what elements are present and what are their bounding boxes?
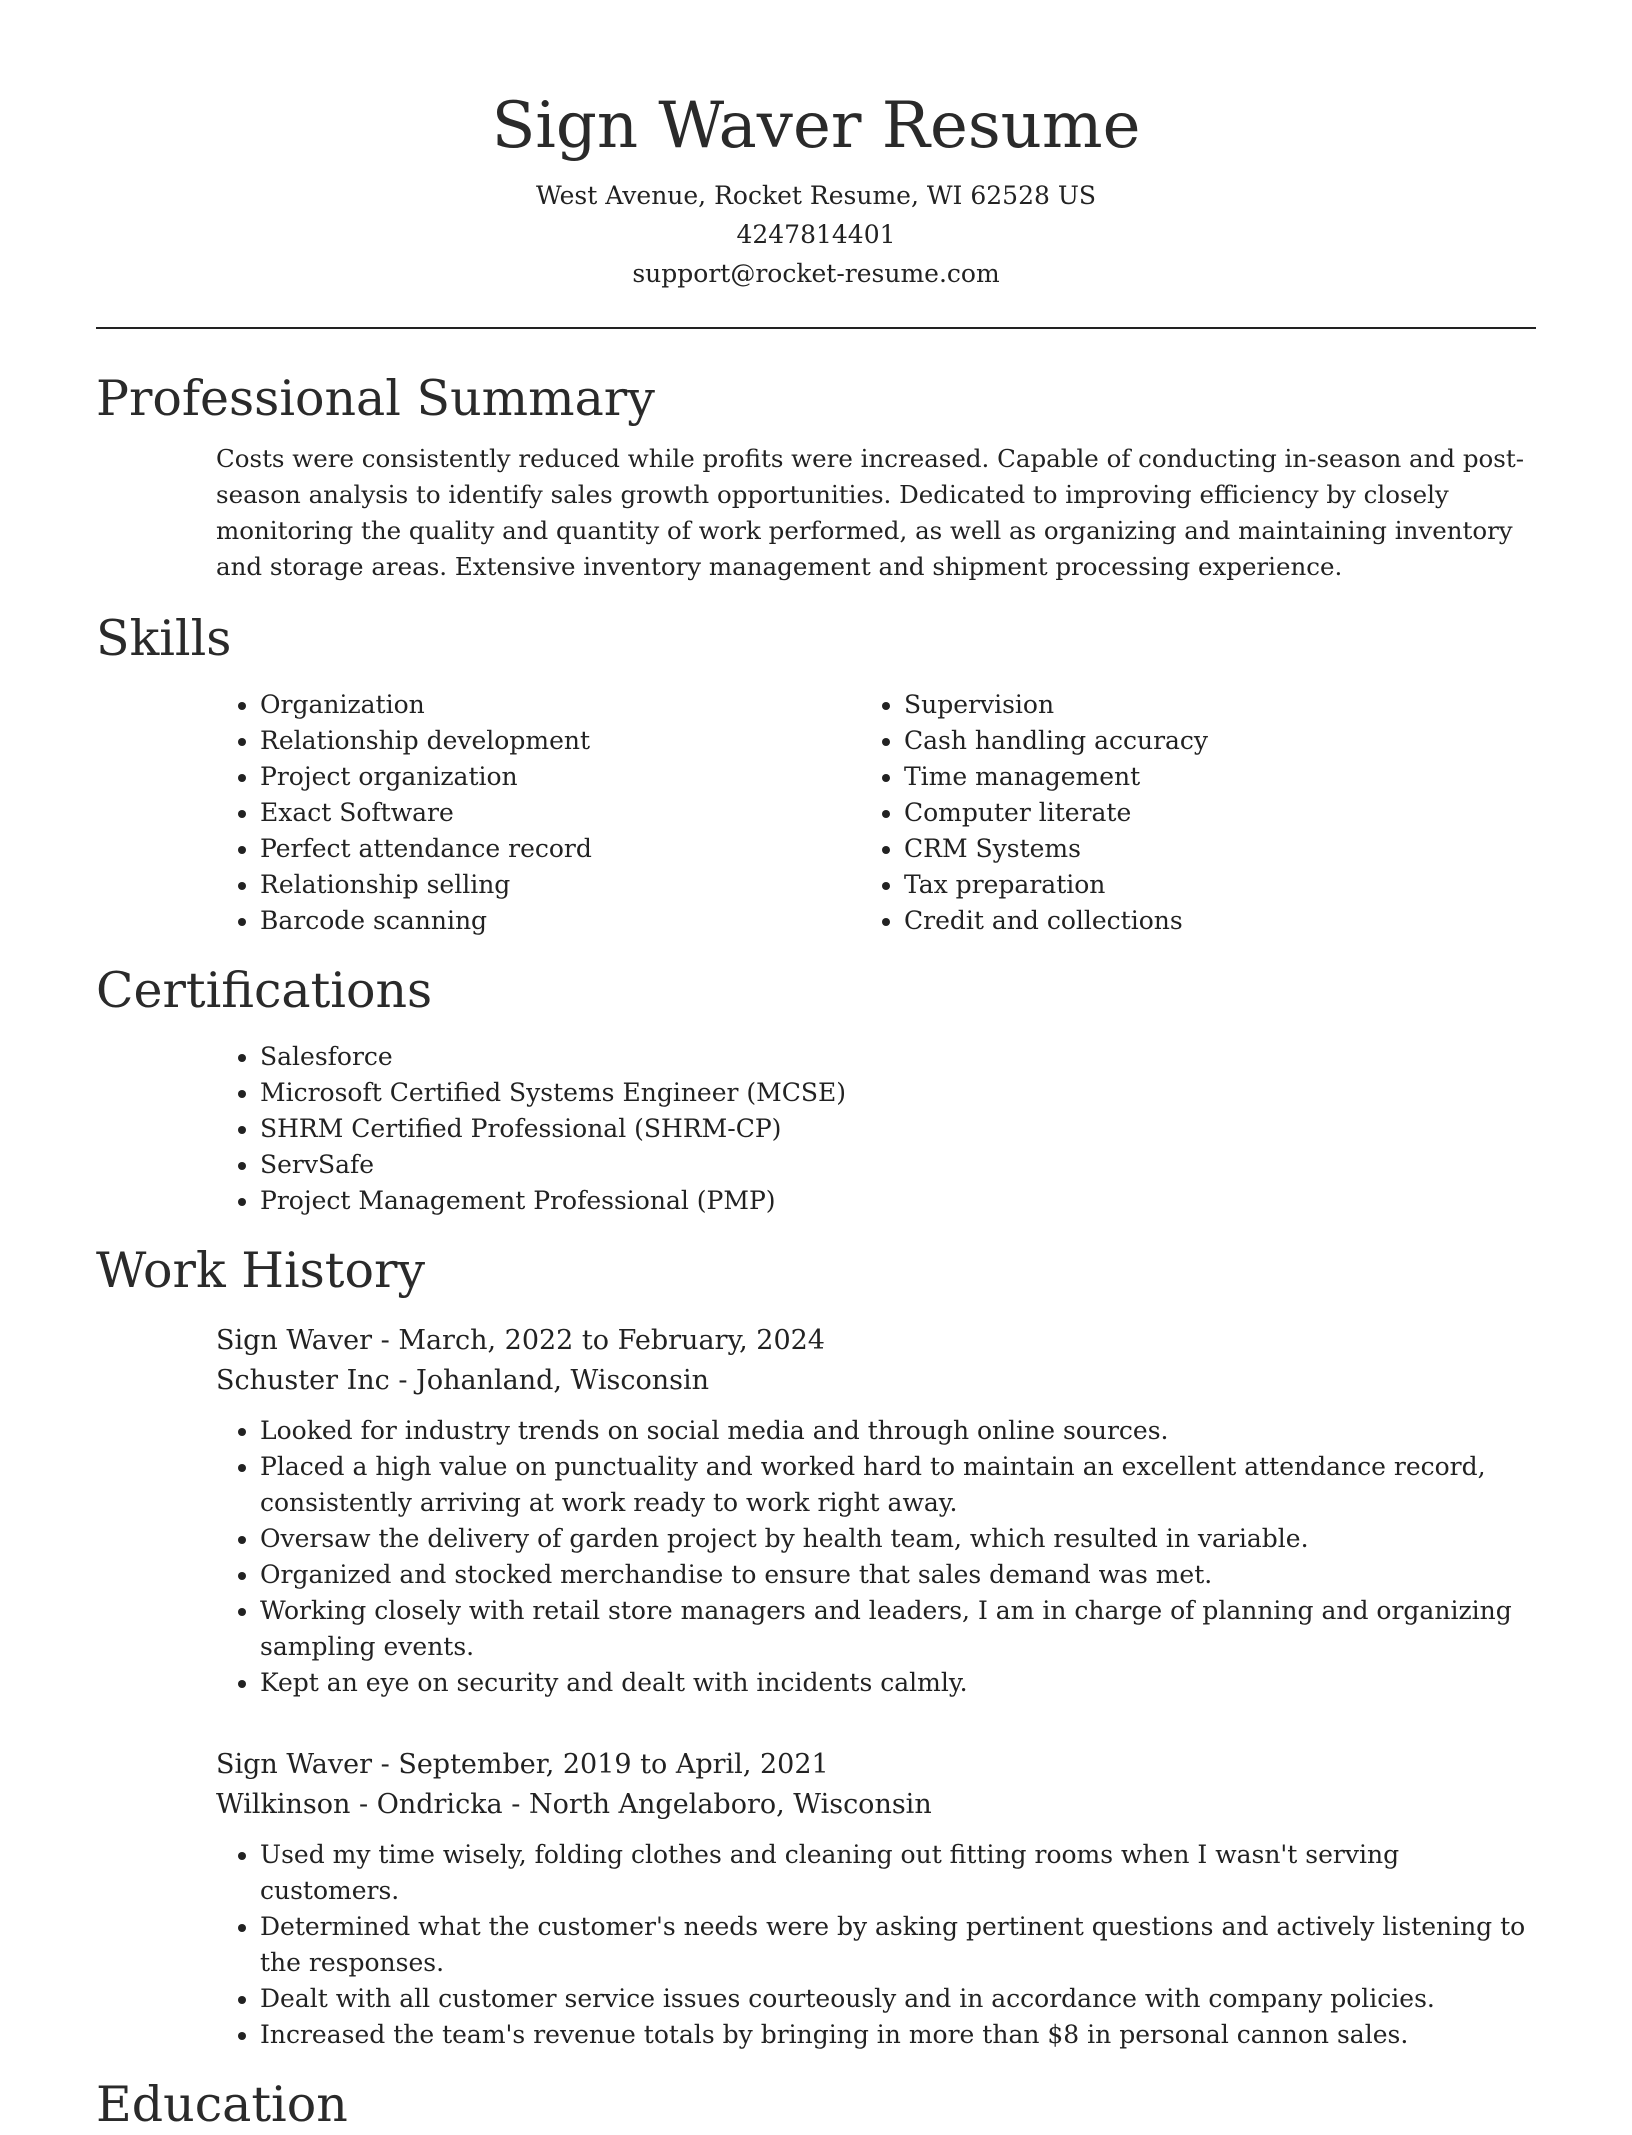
skill-item: • Barcode scanning: [260, 903, 746, 939]
education-heading: Education: [96, 2076, 348, 2133]
skills-columns: [96, 687, 1536, 939]
education-section: [96, 2075, 1536, 2135]
job-company-line: Schuster Inc - Johanland, Wisconsin: [216, 1365, 709, 1396]
summary-text: Costs were consistently reduced while profits were increased. Capable of conducting in-season and post-season analysis to identify sales growth opportunities. Dedicated to improving efficiency by closely monitoring the quality and quantity of work performed, as well as organizing and maintaining inventory and storage areas. Extensive inventory management and shipment processing experience.: [216, 444, 1524, 581]
skill-item: • Time management: [904, 759, 1390, 795]
job-entry: [216, 1321, 1536, 1701]
work-history-heading: Work History: [96, 1242, 426, 1299]
header-divider: [96, 327, 1536, 329]
certification-item: • Salesforce: [260, 1039, 1536, 1075]
job-duty: • Oversaw the delivery of garden project by health team, which resulted in variable.: [260, 1521, 1536, 1557]
job-duty: • Looked for industry trends on social media and through online sources.: [260, 1413, 1536, 1449]
job-duty: • Increased the team's revenue totals by bringing in more than $8 in personal cannon sales.: [260, 2017, 1536, 2053]
skill-item: • Relationship development: [260, 723, 746, 759]
job-company-line: Wilkinson - Ondricka - North Angelaboro, Wisconsin: [216, 1789, 932, 1820]
skill-item: • CRM Systems: [904, 831, 1390, 867]
certification-item: • Microsoft Certified Systems Engineer (MCSE): [260, 1075, 1536, 1111]
certifications-section: [96, 961, 1536, 1219]
certification-item: • Project Management Professional (PMP): [260, 1183, 1536, 1219]
email: support@rocket-resume.com: [632, 259, 1000, 288]
certification-item: • ServSafe: [260, 1147, 1536, 1183]
skill-item: • Project organization: [260, 759, 746, 795]
job-duty: • Placed a high value on punctuality and worked hard to maintain an excellent attendance record, consistently arriving at work ready to work right away.: [260, 1449, 1536, 1521]
skills-list-left: [96, 687, 746, 939]
skill-item: • Exact Software: [260, 795, 746, 831]
job-title-line: Sign Waver - September, 2019 to April, 2021: [216, 1749, 829, 1780]
skills-list-right: [904, 687, 1390, 939]
skills-heading: Skills: [96, 610, 232, 667]
resume-page: [96, 0, 1536, 2135]
job-duty: • Determined what the customer's needs were by asking pertinent questions and actively listening to the responses.: [260, 1909, 1536, 1981]
job-duty: • Working closely with retail store managers and leaders, I am in charge of planning and organizing sampling events.: [260, 1593, 1536, 1665]
job-duties-list: [216, 1413, 1536, 1701]
job-duty: • Kept an eye on security and dealt with incidents calmly.: [260, 1665, 1536, 1701]
summary-section: [96, 369, 1536, 585]
job-duties-list: [216, 1837, 1536, 2053]
job-duty: • Used my time wisely, folding clothes and cleaning out fitting rooms when I wasn't serving customers.: [260, 1837, 1536, 1909]
certification-item: • SHRM Certified Professional (SHRM-CP): [260, 1111, 1536, 1147]
skills-section: [96, 609, 1536, 939]
phone: 4247814401: [736, 220, 896, 249]
resume-header: [96, 0, 1536, 293]
job-duty: • Dealt with all customer service issues courteously and in accordance with company policies.: [260, 1981, 1536, 2017]
job-duty: • Organized and stocked merchandise to ensure that sales demand was met.: [260, 1557, 1536, 1593]
skill-item: • Credit and collections: [904, 903, 1390, 939]
skill-item: • Organization: [260, 687, 746, 723]
job-entry: [216, 1745, 1536, 2053]
resume-title: Sign Waver Resume: [491, 89, 1141, 163]
certifications-heading: Certifications: [96, 962, 433, 1019]
work-history-section: [96, 1241, 1536, 2053]
skill-item: • Computer literate: [904, 795, 1390, 831]
skill-item: • Cash handling accuracy: [904, 723, 1390, 759]
skill-item: • Supervision: [904, 687, 1390, 723]
skill-item: • Tax preparation: [904, 867, 1390, 903]
skill-item: • Relationship selling: [260, 867, 746, 903]
contact-block: [96, 176, 1536, 293]
job-title-line: Sign Waver - March, 2022 to February, 2024: [216, 1325, 825, 1356]
certifications-list: [96, 1039, 1536, 1219]
skill-item: • Perfect attendance record: [260, 831, 746, 867]
summary-heading: Professional Summary: [96, 370, 655, 427]
address: West Avenue, Rocket Resume, WI 62528 US: [535, 181, 1097, 210]
